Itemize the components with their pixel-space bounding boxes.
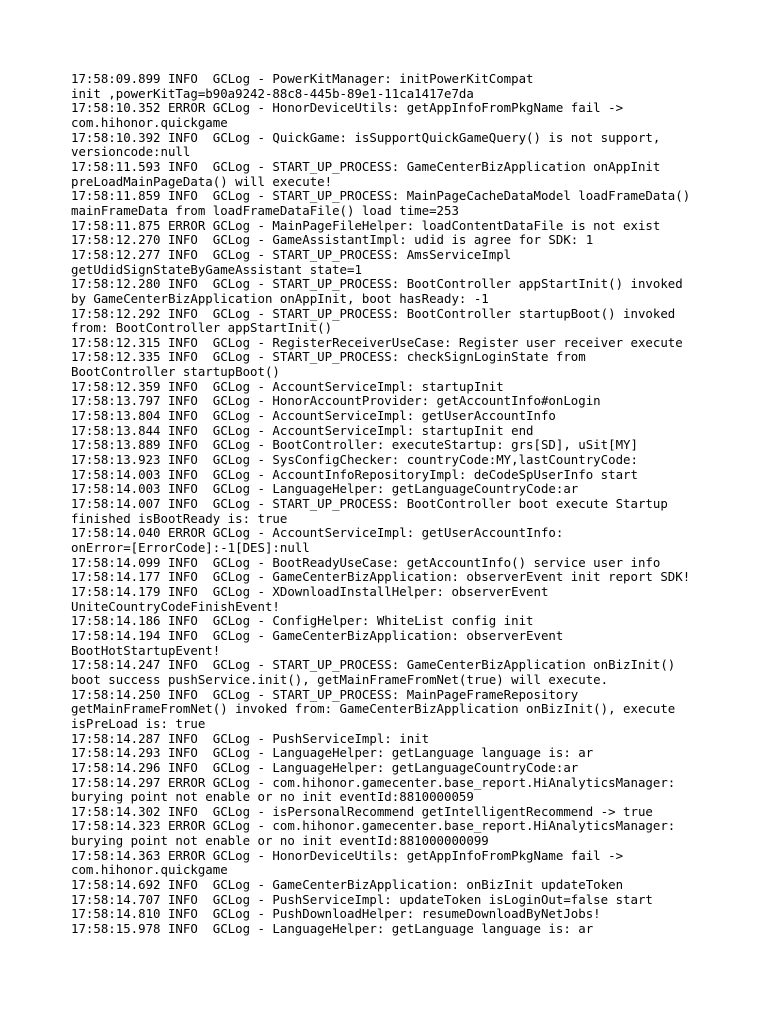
- log-line: 17:58:14.177 INFO GCLog - GameCenterBizApplication: observerEvent init report SDK!: [71, 569, 691, 585]
- log-line: 17:58:14.297 ERROR GCLog - com.hihonor.gamecenter.base_report.HiAnalyticsManager:: [71, 774, 676, 790]
- log-line: 17:58:11.875 ERROR GCLog - MainPageFileHelper: loadContentDataFile is not exist: [71, 217, 661, 233]
- log-line: 17:58:14.323 ERROR GCLog - com.hihonor.gamecenter.base_report.HiAnalyticsManager:: [71, 818, 676, 834]
- log-line: boot success pushService.init(), getMainFrameFromNet(true) will execute.: [71, 671, 609, 687]
- log-line: 17:58:09.899 INFO GCLog - PowerKitManager: initPowerKitCompat: [71, 71, 534, 86]
- log-line: 17:58:14.810 INFO GCLog - PushDownloadHelper: resumeDownloadByNetJobs!: [71, 906, 601, 922]
- log-line: burying point not enable or no init eventId:8810000059: [71, 789, 474, 805]
- log-line: isPreLoad is: true: [71, 715, 206, 731]
- log-line: 17:58:12.280 INFO GCLog - START_UP_PROCESS: BootController appStartInit() invoked: [71, 276, 683, 292]
- log-line: 17:58:14.247 INFO GCLog - START_UP_PROCESS: GameCenterBizApplication onBizInit(): [71, 657, 676, 673]
- log-line: 17:58:10.352 ERROR GCLog - HonorDeviceUtils: getAppInfoFromPkgName fail ->: [71, 100, 624, 116]
- log-line: 17:58:14.040 ERROR GCLog - AccountServiceImpl: getUserAccountInfo:: [71, 525, 564, 541]
- log-line: 17:58:10.392 INFO GCLog - QuickGame: isSupportQuickGameQuery() is not support,: [71, 129, 661, 145]
- log-line: getUdidSignStateByGameAssistant state=1: [71, 261, 362, 277]
- log-line: 17:58:14.692 INFO GCLog - GameCenterBizApplication: onBizInit updateToken: [71, 877, 624, 893]
- log-line: 17:58:13.797 INFO GCLog - HonorAccountProvider: getAccountInfo#onLogin: [71, 393, 601, 409]
- log-line: 17:58:12.292 INFO GCLog - START_UP_PROCESS: BootController startupBoot() invoked: [71, 305, 676, 321]
- log-line: 17:58:14.003 INFO GCLog - AccountInfoRepositoryImpl: deCodeSpUserInfo start: [71, 466, 638, 482]
- log-line: 17:58:11.593 INFO GCLog - START_UP_PROCESS: GameCenterBizApplication onAppInit: [71, 158, 661, 174]
- log-line: 17:58:14.287 INFO GCLog - PushServiceImpl: init: [71, 730, 430, 746]
- log-line: BootHotStartupEvent!: [71, 642, 221, 658]
- log-line: 17:58:12.277 INFO GCLog - START_UP_PROCESS: AmsServiceImpl: [71, 246, 512, 262]
- log-line: 17:58:14.007 INFO GCLog - START_UP_PROCESS: BootController boot execute Startup: [71, 496, 668, 512]
- log-line: 17:58:11.859 INFO GCLog - START_UP_PROCESS: MainPageCacheDataModel loadFrameData(): [71, 188, 691, 204]
- log-line: from: BootController appStartInit(): [71, 320, 333, 336]
- log-line: 17:58:14.099 INFO GCLog - BootReadyUseCase: getAccountInfo() service user info: [71, 554, 661, 570]
- log-line: 17:58:14.186 INFO GCLog - ConfigHelper: WhiteList config init: [71, 613, 534, 629]
- log-line: finished isBootReady is: true: [71, 510, 288, 526]
- log-line: preLoadMainPageData() will execute!: [71, 173, 333, 189]
- log-line: BootController startupBoot(): [71, 364, 280, 380]
- log-line: 17:58:14.250 INFO GCLog - START_UP_PROCESS: MainPageFrameRepository: [71, 686, 579, 702]
- log-text-body: [71, 72, 761, 937]
- log-line: 17:58:14.194 INFO GCLog - GameCenterBizApplication: observerEvent: [71, 627, 564, 643]
- log-line: 17:58:12.315 INFO GCLog - RegisterReceiverUseCase: Register user receiver execute: [71, 334, 683, 350]
- log-line: 17:58:12.270 INFO GCLog - GameAssistantImpl: udid is agree for SDK: 1: [71, 232, 594, 248]
- log-line: UniteCountryCodeFinishEvent!: [71, 598, 280, 614]
- log-line: 17:58:13.804 INFO GCLog - AccountServiceImpl: getUserAccountInfo: [71, 408, 556, 424]
- log-line: 17:58:14.302 INFO GCLog - isPersonalRecommend getIntelligentRecommend -> true: [71, 803, 653, 819]
- log-line: 17:58:14.296 INFO GCLog - LanguageHelper: getLanguageCountryCode:ar: [71, 759, 579, 775]
- log-line: 17:58:14.293 INFO GCLog - LanguageHelper: getLanguage language is: ar: [71, 745, 594, 761]
- log-line: onError=[ErrorCode]:-1[DES]:null: [71, 540, 310, 555]
- log-line: getMainFrameFromNet() invoked from: GameCenterBizApplication onBizInit(), execute: [71, 701, 676, 717]
- log-line: 17:58:14.003 INFO GCLog - LanguageHelper: getLanguageCountryCode:ar: [71, 481, 579, 497]
- log-line: com.hihonor.quickgame: [71, 862, 228, 878]
- log-line: versioncode:null: [71, 144, 191, 160]
- log-line: 17:58:12.359 INFO GCLog - AccountServiceImpl: startupInit: [71, 378, 504, 394]
- log-line: com.hihonor.quickgame: [71, 114, 228, 130]
- log-line: by GameCenterBizApplication onAppInit, boot hasReady: -1: [71, 290, 489, 306]
- log-line: mainFrameData from loadFrameDataFile() load time=253: [71, 202, 459, 218]
- log-line: 17:58:14.179 INFO GCLog - XDownloadInstallHelper: observerEvent: [71, 583, 549, 599]
- log-line: burying point not enable or no init eventId:881000000099: [71, 833, 489, 849]
- log-line: 17:58:12.335 INFO GCLog - START_UP_PROCESS: checkSignLoginState from: [71, 349, 586, 365]
- log-line: 17:58:14.363 ERROR GCLog - HonorDeviceUtils: getAppInfoFromPkgName fail ->: [71, 847, 624, 863]
- log-line: init ,powerKitTag=b90a9242-88c8-445b-89e1-11ca1417e7da: [71, 85, 474, 101]
- log-line: 17:58:13.889 INFO GCLog - BootController: executeStartup: grs[SD], uSit[MY]: [71, 437, 638, 453]
- log-line: 17:58:14.707 INFO GCLog - PushServiceImpl: updateToken isLoginOut=false start: [71, 891, 653, 907]
- log-line: 17:58:13.844 INFO GCLog - AccountServiceImpl: startupInit end: [71, 422, 534, 438]
- log-line: 17:58:15.978 INFO GCLog - LanguageHelper: getLanguage language is: ar: [71, 921, 594, 937]
- log-line: 17:58:13.923 INFO GCLog - SysConfigChecker: countryCode:MY,lastCountryCode:: [71, 452, 638, 468]
